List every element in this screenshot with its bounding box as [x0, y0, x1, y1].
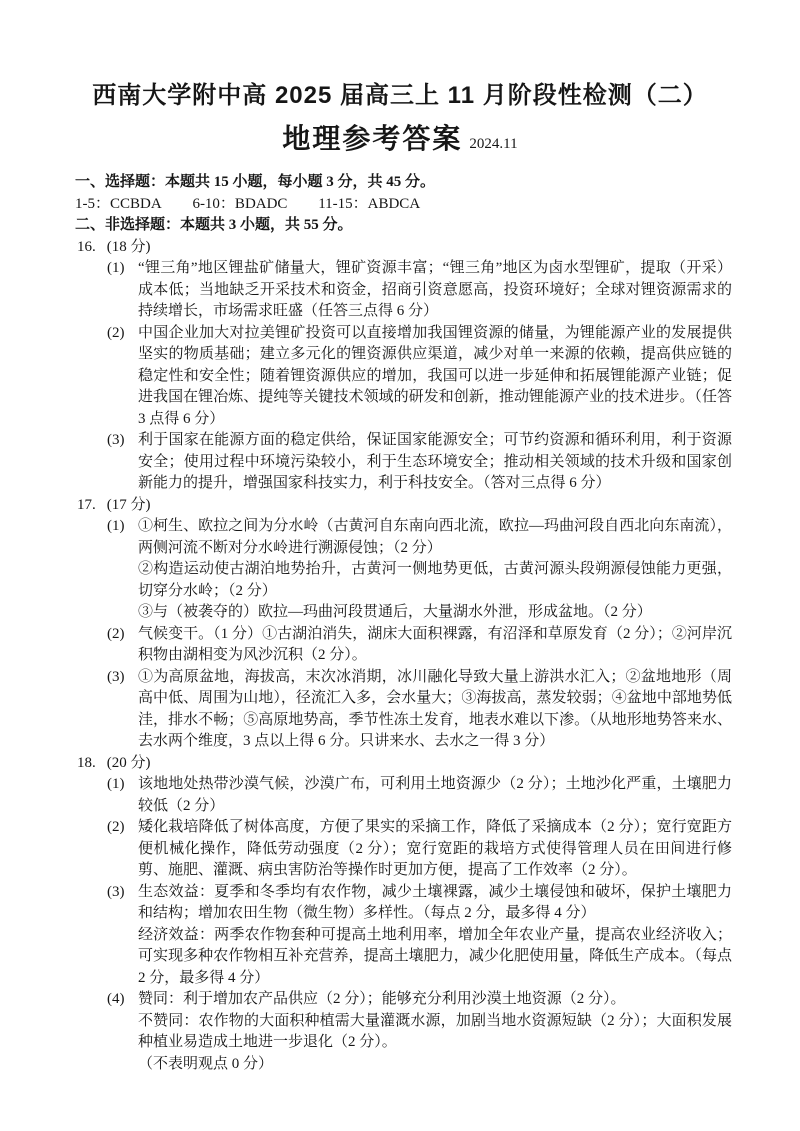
item-paragraph: （不表明观点 0 分）	[138, 1055, 274, 1072]
item-text-18-2	[138, 817, 732, 882]
answer-item-18-4	[107, 989, 732, 1075]
answer-item-18-1	[107, 774, 732, 817]
item-text-16-2	[138, 323, 732, 431]
choice-answers-line	[75, 194, 800, 216]
question-17-number: 17.	[77, 496, 96, 513]
item-text-18-1	[138, 774, 732, 817]
question-18-header	[77, 753, 800, 775]
item-paragraph: 经济效益：两季农作物套种可提高土地利用率，增加全年农业产量，提高农业经济收入；可实现多种农作物相互补充营养，提高土壤肥力，减少化肥使用量，降低生产成本。（每点 2 分，最多得 4 分）	[138, 926, 732, 986]
question-16-number: 16.	[77, 238, 96, 255]
answer-item-17-3	[107, 667, 732, 753]
item-paragraph: 生态效益：夏季和冬季均有农作物，减少土壤裸露，减少土壤侵蚀和破坏，保护土壤肥力和结构；增加农田生物（微生物）多样性。（每点 2 分，最多得 4 分）	[138, 883, 732, 921]
question-18-score: (20 分)	[106, 754, 151, 771]
document-subtitle: 地理参考答案	[282, 123, 463, 154]
choice-section-heading: 一、选择题：本题共 15 小题，每小题 3 分，共 45 分。	[75, 174, 436, 190]
non-choice-section-heading: 二、非选择题：本题共 3 小题，共 55 分。	[75, 217, 353, 233]
item-text-18-4	[138, 989, 732, 1075]
item-marker-16-2: (2)	[107, 324, 125, 341]
item-paragraph: 该地地处热带沙漠气候，沙漠广布，可利用土地资源少（2 分）；土地沙化严重，土壤肥力较低（2 分）	[138, 776, 732, 814]
question-17-score: (17 分)	[106, 496, 151, 513]
answer-item-16-3	[107, 430, 732, 495]
item-text-17-3	[138, 667, 732, 753]
answer-item-16-2	[107, 323, 732, 431]
item-marker-17-3: (3)	[107, 668, 125, 685]
item-text-18-3	[138, 882, 732, 990]
item-paragraph: 中国企业加大对拉美锂矿投资可以直接增加我国锂资源的储量，为锂能源产业的发展提供坚实的物质基础；建立多元化的锂资源供应渠道，减少对单一来源的依赖，提高供应链的稳定性和安全性；随着锂资源供应的增加，我国可以进一步延伸和拓展锂能源产业链；促进我国在锂冶炼、提纯等关键技术领域的研发和创新，推动锂能源产业的技术进步。（任答 3 点得 6 分）	[138, 324, 732, 427]
item-marker-16-3: (3)	[107, 432, 125, 448]
item-paragraph: 不赞同：农作物的大面积种植需大量灌溉水源，加剧当地水资源短缺（2 分）；大面积发展种植业易造成土地进一步退化（2 分）。	[138, 1012, 732, 1050]
item-marker-18-3: (3)	[107, 883, 125, 900]
item-text-16-1	[138, 258, 732, 323]
question-17-header	[77, 495, 800, 517]
item-marker-18-4: (4)	[107, 991, 125, 1007]
item-paragraph: ③与（被袭夺的）欧拉—玛曲河段贯通后，大量湖水外泄，形成盆地。（2 分）	[138, 604, 652, 620]
item-paragraph: 利于国家在能源方面的稳定供给，保证国家能源安全；可节约资源和循环利用，利于资源安全；使用过程中环境污染较小，利于生态环境安全；推动相关领域的技术升级和国家创新能力的提升，增强国家科技实力，利于科技安全。（答对三点得 6 分）	[138, 432, 732, 491]
item-paragraph: 气候变干。（1 分）①古湖泊消失，湖床大面积裸露，有沼泽和草原发育（2 分）；②河岸沉积物由湖相变为风沙沉积（2 分）。	[138, 625, 732, 663]
item-paragraph: ②构造运动使古湖泊地势抬升，古黄河一侧地势更低，古黄河源头段朔源侵蚀能力更强，切穿分水岭；（2 分）	[138, 561, 732, 599]
item-paragraph: “锂三角”地区锂盐矿储量大，锂矿资源丰富；“锂三角”地区为卤水型锂矿，提取（开采）成本低；当地缺乏开采技术和资金，招商引资意愿高，投资环境好；全球对锂资源需求的持续增长，市场需求旺盛（任答三点得 6 分）	[138, 260, 732, 319]
question-16-score: (18 分)	[106, 238, 151, 255]
item-marker-18-1: (1)	[107, 776, 125, 792]
item-text-17-2	[138, 624, 732, 667]
item-paragraph: ①为高原盆地，海拔高，末次冰消期，冰川融化导致大量上游洪水汇入；②盆地地形（周高中低、周围为山地），径流汇入多，会水量大；③海拔高，蒸发较弱；④盆地中部地势低洼，排水不畅；⑤高原地势高，季节性冻土发育，地表水难以下渗。（从地形地势答来水、去水两个维度，3 点以上得 6 分。只讲来水、去水之一得 3 分）	[138, 668, 732, 749]
answers-6-10: 6-10：BDADC	[192, 195, 288, 212]
answer-content	[0, 172, 800, 1075]
item-text-17-1	[138, 516, 732, 624]
item-marker-18-2: (2)	[107, 819, 125, 835]
item-paragraph: ①柯生、欧拉之间为分水岭（古黄河自东南向西北流，欧拉—玛曲河段自西北向东南流），两侧河流不断对分水岭进行溯源侵蚀；（2 分）	[138, 518, 732, 556]
question-18	[0, 753, 800, 1076]
item-paragraph: 赞同：利于增加农产品供应（2 分）；能够充分利用沙漠土地资源（2 分）。	[138, 991, 626, 1007]
document-date: 2024.11	[469, 136, 518, 152]
question-17	[0, 495, 800, 753]
answers-1-5: 1-5：CCBDA	[75, 195, 162, 212]
answers-11-15: 11-15：ABDCA	[318, 195, 421, 212]
document-subtitle-row	[0, 123, 800, 160]
item-text-16-3	[138, 430, 732, 495]
item-marker-17-2: (2)	[107, 625, 125, 642]
answer-item-18-3	[107, 882, 732, 990]
item-paragraph: 矮化栽培降低了树体高度，方便了果实的采摘工作，降低了采摘成本（2 分）；宽行宽距方便机械化操作，降低劳动强度（2 分）；宽行宽距的栽培方式使得管理人员在田间进行修剪、施肥、灌溉、病虫害防治等操作时更加方便，提高了工作效率（2 分）。	[138, 819, 732, 878]
answer-item-17-2	[107, 624, 732, 667]
item-marker-17-1: (1)	[107, 518, 125, 534]
question-16-header	[77, 237, 800, 259]
item-marker-16-1: (1)	[107, 260, 125, 276]
question-18-number: 18.	[77, 754, 96, 771]
answer-item-17-1	[107, 516, 732, 624]
document-title: 西南大学附中高 2025 届高三上 11 月阶段性检测（二）	[92, 82, 708, 109]
question-16	[0, 237, 800, 495]
answer-item-18-2	[107, 817, 732, 882]
answer-item-16-1	[107, 258, 732, 323]
